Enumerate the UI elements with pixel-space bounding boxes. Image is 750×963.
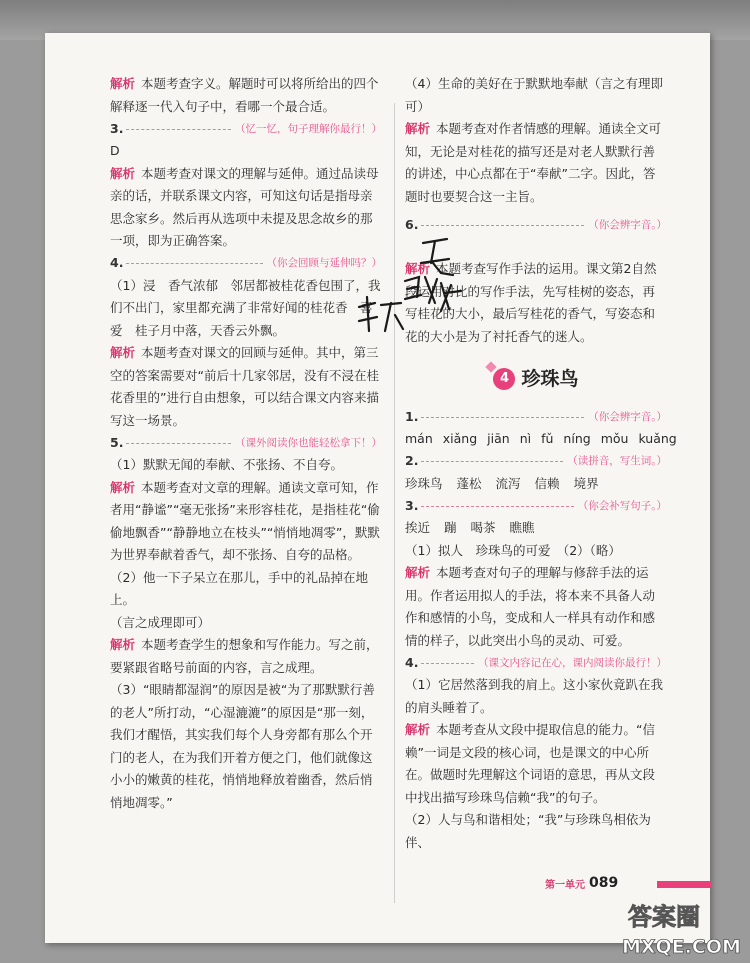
question-header [110, 118, 382, 140]
word-item: 蹦 [444, 520, 457, 535]
question-number: 3. [110, 120, 124, 136]
answer-text: （2）他一下子呆立在那儿，手中的礼品掉在地上。 [110, 569, 368, 607]
analysis-paragraph [110, 477, 382, 567]
analysis-text: 本题考查从文段中提取信息的能力。“信赖”一词是文段的核心词，也是课文的中心所在。做题时先理解这个词语的意思，再从文段中找出描写珍珠鸟信赖“我”的句子。 [405, 722, 656, 805]
analysis-label: 解析 [110, 479, 136, 495]
pinyin-answers [405, 428, 677, 451]
question-hint: （你会补写句子。） [577, 499, 667, 512]
pinyin-item: nì [519, 431, 532, 446]
analysis-text: 本题考查学生的想象和写作能力。写之前，要紧跟省略号前面的内容，言之成理。 [110, 637, 379, 675]
question-number: 5. [110, 434, 124, 450]
column-divider [394, 103, 395, 903]
watermark-logo [600, 895, 750, 961]
word-item: 瞧瞧 [509, 520, 535, 535]
question-hint: （你会辨字音。） [588, 410, 667, 423]
word-item: 珍珠鸟 [405, 475, 443, 491]
analysis-paragraph [110, 73, 382, 118]
dashed-line [421, 506, 574, 507]
analysis-paragraph [110, 342, 382, 432]
analysis-label: 解析 [110, 165, 136, 181]
word-item: 蓬松 [456, 475, 482, 491]
analysis-paragraph [110, 634, 382, 679]
word-item: 流泻 [495, 475, 521, 491]
lesson-title: 珍珠鸟 [521, 367, 579, 390]
analysis-paragraph [405, 562, 667, 652]
page-footer [545, 875, 618, 891]
question-header [405, 652, 667, 674]
analysis-paragraph [110, 163, 382, 253]
analysis-paragraph [405, 719, 667, 809]
pinyin-item: xiǎng [442, 431, 478, 446]
footer-accent-bar [657, 881, 711, 888]
question-header [110, 432, 382, 454]
handwritten-annotation [345, 233, 485, 343]
question-header [405, 406, 667, 428]
watermark-line1: 答案圈 [628, 903, 700, 931]
analysis-text: 本题考查对文章的理解。通读文章可知，作者用“静谧”“毫无张扬”来形容桂花，是指桂花“偷偷地飘香”“静静地立在枝头”“悄悄地凋零”，默默为世界奉献着香气，却不张扬、自夸的品格。 [110, 479, 380, 562]
word-answers [405, 517, 667, 540]
word-item: 挨近 [405, 520, 431, 535]
analysis-text: 本题考查对课文的回顾与延伸。其中，第三空的答案需要对“前后十几家邻居，没有不浸在桂花香里的”进行自由想象，可以结合课文内容来描写这一场景。 [110, 345, 379, 428]
answer-text: （1）默默无闻的奉献、不张扬、不自夸。 [110, 457, 343, 472]
analysis-label: 解析 [405, 121, 431, 136]
question-hint: （忆一忆，句子理解你最行！） [235, 122, 382, 135]
dashed-line [126, 263, 263, 264]
analysis-label: 解析 [110, 76, 136, 91]
answer-text: D [110, 143, 120, 158]
answer-text: （4）生命的美好在于默默地奉献（言之有理即可） [405, 76, 663, 114]
pinyin-item: kuǎng [638, 431, 677, 446]
left-column [110, 73, 382, 814]
question-hint: （你会回顾与延伸吗？） [266, 257, 382, 270]
question-number: 1. [405, 408, 419, 424]
word-item: 境界 [573, 475, 599, 491]
analysis-label: 解析 [110, 637, 136, 652]
unit-label: 第一单元 [545, 879, 585, 891]
word-item: 喝茶 [470, 520, 496, 535]
answer-text: （1）拟人 珍珠鸟的可爱 （2）（略） [405, 542, 621, 558]
textbook-page [45, 33, 710, 943]
analysis-text: 本题考查对句子的理解与修辞手法的运用。作者运用拟人的手法，将本来不具备人动作和感情的小鸟，变成和人一样具有动作和感情的样子，以此突出小鸟的灵动、可爱。 [405, 565, 656, 648]
question-hint: （课外阅读你也能轻松拿下！） [235, 436, 382, 449]
page-number: 089 [589, 875, 619, 891]
dashed-line [421, 225, 584, 226]
dashed-line [421, 461, 563, 462]
question-number: 3. [405, 497, 419, 513]
answer-text: （言之成理即可） [110, 614, 211, 630]
answer-text: （3）“眼睛都湿润”的原因是被“为了那默默行善的老人”所打动，“心湿漉漉”的原因是“那一刻，我们才醒悟，其实我们每个人身旁都有那么个开门的老人，在为我们开着方便之门，他们就像这小小的嫩黄的桂花，悄悄地释放着幽香，然后悄悄地凋零。” [110, 682, 375, 810]
analysis-label: 解析 [405, 722, 431, 737]
answer-text: （1）它居然落到我的肩上。这小家伙竟趴在我的肩头睡着了。 [405, 677, 663, 715]
dashed-line [421, 417, 584, 418]
right-column [405, 73, 677, 854]
question-number: 4. [110, 255, 124, 271]
lesson-heading [405, 356, 667, 402]
question-hint: （课文内容记在心，课内阅读你最行！） [478, 656, 667, 669]
question-number: 6. [405, 216, 419, 232]
question-header [405, 495, 667, 517]
watermark-line2: MXQE.COM [622, 936, 741, 958]
analysis-text: 本题考查对作者情感的理解。通读全文可知，无论是对桂花的描写还是对老人默默行善的讲述，中心点都在于“奉献”二字。因此，答题时也要契合这一主旨。 [405, 121, 662, 204]
question-hint: （读拼音，写生词。） [567, 455, 667, 468]
dashed-line [126, 443, 231, 444]
answer-text: （1）浸 香气浓郁 邻居都被桂花香包围了，我们不出门，家里都充满了非常好闻的桂花香 喜爱 桂子月中落，天香云外飘。 [110, 277, 381, 338]
pinyin-item: fǔ [541, 431, 554, 446]
pinyin-item: mǒu [600, 431, 629, 446]
analysis-text: 本题考查对课文的理解与延伸。通过品读母亲的话，并联系课文内容，可知这句话是指母亲思念家乡。然后再从选项中未提及思念故乡的那一项，即为正确答案。 [110, 165, 379, 248]
word-answers [405, 473, 667, 496]
analysis-label: 解析 [405, 261, 431, 276]
dashed-line [421, 663, 474, 664]
analysis-label: 解析 [110, 345, 136, 360]
analysis-label: 解析 [405, 565, 431, 580]
question-header [110, 253, 382, 275]
dashed-line [126, 129, 231, 130]
pinyin-item: níng [563, 431, 591, 446]
question-number: 2. [405, 453, 419, 469]
pinyin-item: mán [405, 431, 433, 446]
word-item: 信赖 [534, 475, 560, 491]
analysis-text: 本题考查字义。解题时可以将所给出的四个解释逐一代入句子中，看哪一个最合适。 [110, 76, 379, 114]
pinyin-item: jiān [487, 431, 510, 446]
lesson-number-badge: 4 [493, 368, 515, 390]
question-number: 4. [405, 654, 419, 670]
question-hint: （你会辨字音。） [588, 218, 667, 231]
analysis-paragraph [405, 118, 667, 208]
analysis-text: 本题考查写作手法的运用。课文第2自然段运用对比的写作手法，先写桂树的姿态，再写桂花的大小，最后写桂花的香气，写姿态和花的大小是为了衬托香气的迷人。 [405, 261, 657, 344]
question-header [405, 451, 667, 473]
answer-text: （2）人与鸟和谐相处；“我”与珍珠鸟相依为伴、 [405, 812, 651, 850]
